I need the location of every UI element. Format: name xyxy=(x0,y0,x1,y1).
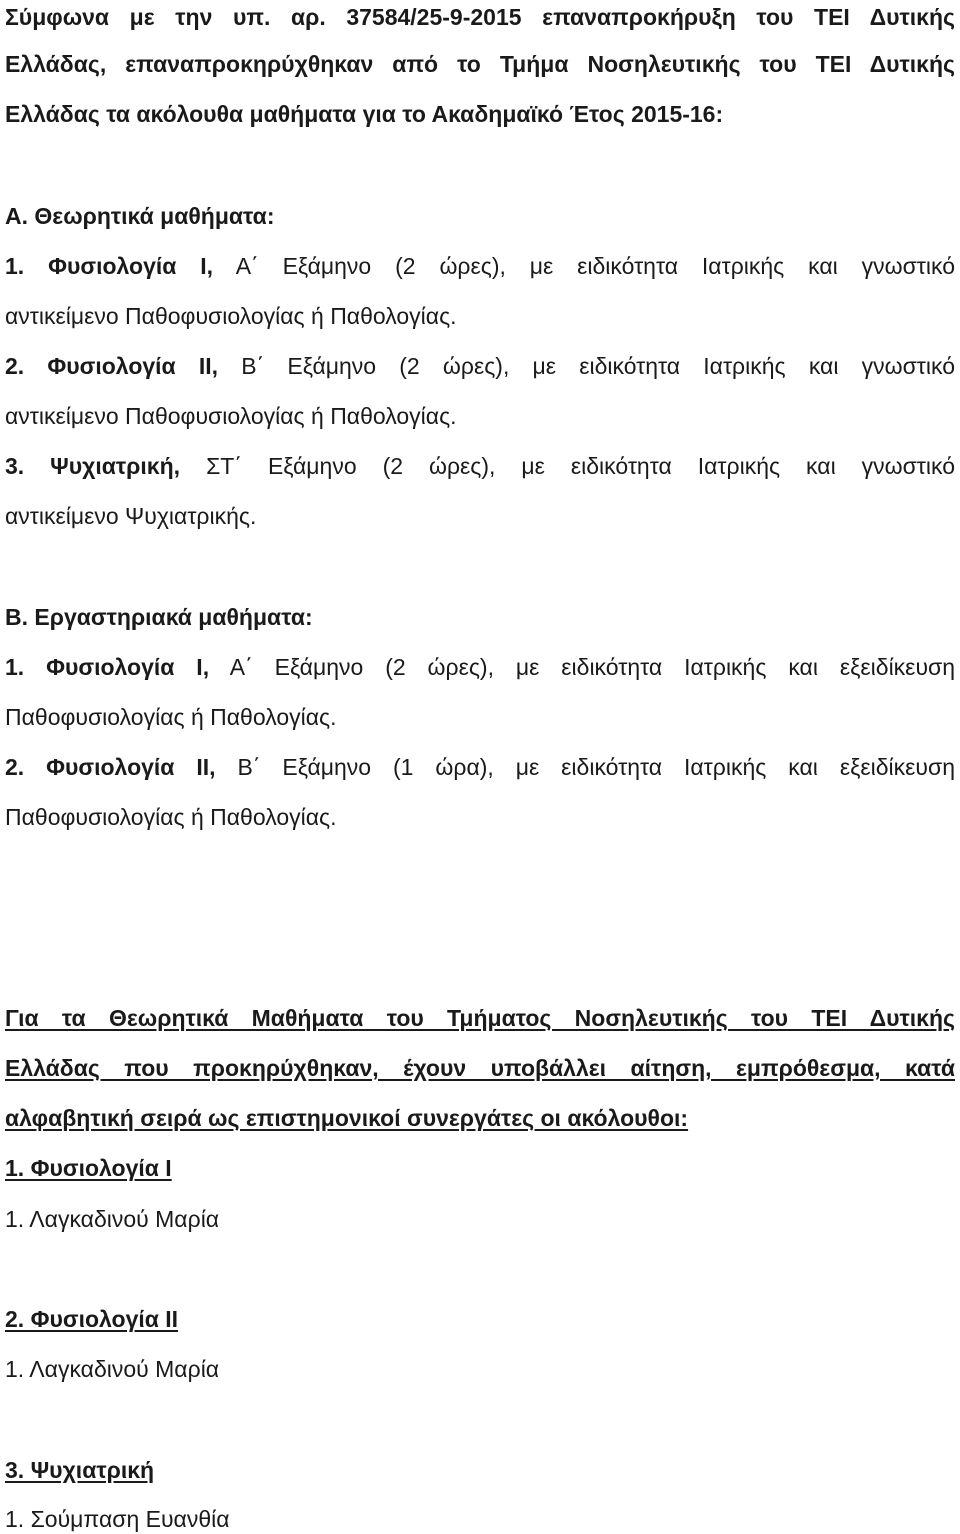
section-b-item-1-text: Α΄ Εξάμηνο (2 ώρες), με ειδικότητα Ιατρικής και εξειδίκευση xyxy=(229,654,956,680)
section-a-item-3-line-2: αντικείμενο Ψυχιατρικής. xyxy=(5,503,257,529)
course-2-title: 2. Φυσιολογία ΙΙ xyxy=(5,1306,179,1332)
section-a-item-1-line-1 xyxy=(5,251,955,281)
section-b-item-1-line-2: Παθοφυσιολογίας ή Παθολογίας. xyxy=(5,704,337,730)
applicants-line-3: αλφαβητική σειρά ως επιστημονικοί συνεργάτες οι ακόλουθοι: xyxy=(5,1105,689,1131)
section-b-item-2-line-2: Παθοφυσιολογίας ή Παθολογίας. xyxy=(5,804,337,830)
intro-line-2: Ελλάδας, επαναπροκηρύχθηκαν από το Τμήμα Νοσηλευτικής του ΤΕΙ Δυτικής xyxy=(5,51,955,77)
intro-line-1: Σύμφωνα με την υπ. αρ. 37584/25-9-2015 επαναπροκήρυξη του ΤΕΙ Δυτικής xyxy=(5,4,955,30)
section-a-item-1-text: Α΄ Εξάμηνο (2 ώρες), με ειδικότητα Ιατρικής και γνωστικό xyxy=(235,253,956,279)
course-1-candidate: 1. Λαγκαδινού Μαρία xyxy=(5,1206,220,1232)
course-2-candidate: 1. Λαγκαδινού Μαρία xyxy=(5,1356,220,1382)
intro-line-3: Ελλάδας τα ακόλουθα μαθήματα για το Ακαδημαϊκό Έτος 2015-16: xyxy=(5,101,724,127)
course-1-title: 1. Φυσιολογία Ι xyxy=(5,1155,172,1181)
section-a-item-3-line-1 xyxy=(5,451,955,481)
section-b-item-1-title: 1. Φυσιολογία Ι, xyxy=(5,654,210,680)
section-a-item-2-title: 2. Φυσιολογία ΙΙ, xyxy=(5,353,219,379)
section-b-heading: Β. Εργαστηριακά μαθήματα: xyxy=(5,604,313,630)
section-a-item-2-text: Β΄ Εξάμηνο (2 ώρες), με ειδικότητα Ιατρικής και γνωστικό xyxy=(241,353,955,379)
section-b-item-2-title: 2. Φυσιολογία ΙΙ, xyxy=(5,754,216,780)
course-3-candidate: 1. Σούμπαση Ευανθία xyxy=(5,1506,230,1532)
section-a-item-1-title: 1. Φυσιολογία Ι, xyxy=(5,253,214,279)
section-a-item-2-line-2: αντικείμενο Παθοφυσιολογίας ή Παθολογίας. xyxy=(5,403,457,429)
section-a-item-1-line-2: αντικείμενο Παθοφυσιολογίας ή Παθολογίας. xyxy=(5,303,457,329)
section-b-item-2-line-1 xyxy=(5,752,955,782)
section-a-item-3-text: ΣΤ΄ Εξάμηνο (2 ώρες), με ειδικότητα Ιατρικής και γνωστικό xyxy=(206,453,956,479)
section-a-item-3-title: 3. Ψυχιατρική, xyxy=(5,453,181,479)
section-b-item-1-line-1 xyxy=(5,652,955,682)
section-b-item-2-text: Β΄ Εξάμηνο (1 ώρα), με ειδικότητα Ιατρικής και εξειδίκευση xyxy=(237,754,955,780)
section-a-heading: Α. Θεωρητικά μαθήματα: xyxy=(5,203,275,229)
applicants-line-1: Για τα Θεωρητικά Μαθήματα του Τμήματος Νοσηλευτικής του ΤΕΙ Δυτικής xyxy=(5,1005,955,1031)
course-3-title: 3. Ψυχιατρική xyxy=(5,1457,155,1483)
section-a-item-2-line-1 xyxy=(5,351,955,381)
applicants-line-2: Ελλάδας που προκηρύχθηκαν, έχουν υποβάλλει αίτηση, εμπρόθεσμα, κατά xyxy=(5,1055,955,1081)
